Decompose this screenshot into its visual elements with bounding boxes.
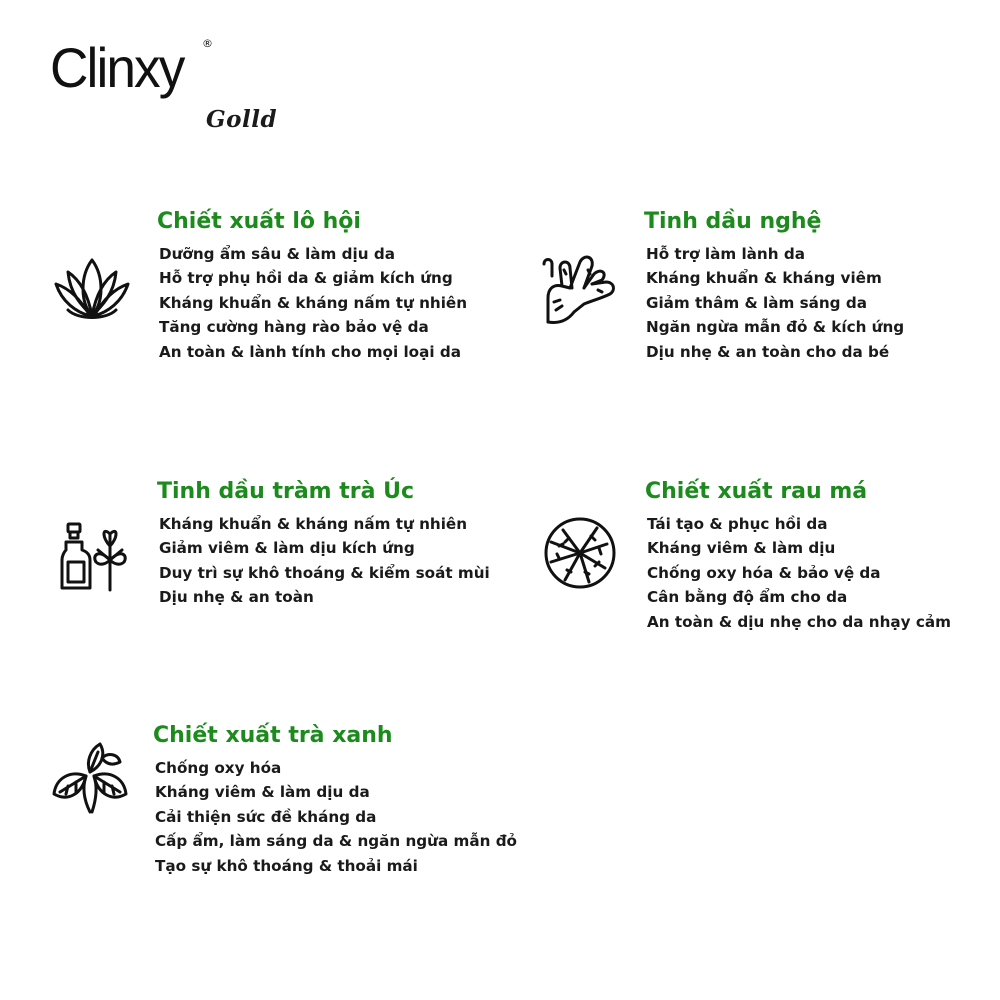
list-item: Giảm thâm & làm sáng da bbox=[646, 293, 867, 312]
feature-list bbox=[155, 756, 517, 878]
centella-leaf-icon bbox=[543, 516, 617, 590]
feature-title: Tinh dầu tràm trà Úc bbox=[157, 479, 415, 504]
list-item: Ngăn ngừa mẫn đỏ & kích ứng bbox=[646, 318, 905, 337]
list-item: Dịu nhẹ & an toàn cho da bé bbox=[646, 342, 890, 361]
list-item: Kháng khuẩn & kháng viêm bbox=[646, 269, 882, 288]
feature-title: Chiết xuất rau má bbox=[645, 479, 868, 504]
feature-title: Chiết xuất lô hội bbox=[157, 209, 361, 234]
list-item: Dưỡng ẩm sâu & làm dịu da bbox=[159, 245, 395, 263]
brand-sub: Golld bbox=[206, 106, 278, 133]
list-item: Cấp ẩm, làm sáng da & ngăn ngừa mẫn đỏ bbox=[155, 832, 517, 851]
brand-logo bbox=[50, 36, 290, 133]
feature-list bbox=[159, 242, 467, 364]
list-item: An toàn & dịu nhẹ cho da nhạy cảm bbox=[647, 612, 951, 631]
brand-name: Clinxy bbox=[50, 36, 184, 99]
feature-title: Chiết xuất trà xanh bbox=[153, 723, 393, 748]
list-item: Kháng khuẩn & kháng nấm tự nhiên bbox=[159, 293, 468, 312]
feature-title: Tinh dầu nghệ bbox=[644, 209, 822, 234]
list-item: Dịu nhẹ & an toàn bbox=[159, 588, 314, 607]
list-item: Giảm viêm & làm dịu kích ứng bbox=[159, 539, 415, 558]
list-item: Hỗ trợ làm lành da bbox=[646, 245, 805, 263]
list-item: Cải thiện sức đề kháng da bbox=[155, 807, 377, 826]
tea-tree-oil-icon bbox=[58, 520, 132, 592]
list-item: Tăng cường hàng rào bảo vệ da bbox=[159, 318, 429, 337]
list-item: Kháng viêm & làm dịu da bbox=[155, 783, 370, 802]
feature-list bbox=[646, 242, 904, 364]
list-item: Tạo sự khô thoáng & thoải mái bbox=[155, 856, 418, 875]
list-item: Kháng khuẩn & kháng nấm tự nhiên bbox=[159, 515, 468, 533]
list-item: Hỗ trợ phụ hồi da & giảm kích ứng bbox=[159, 269, 453, 288]
feature-list bbox=[159, 512, 490, 610]
list-item: An toàn & lành tính cho mọi loại da bbox=[159, 342, 461, 361]
list-item: Duy trì sự khô thoáng & kiểm soát mùi bbox=[159, 563, 490, 582]
list-item: Chống oxy hóa bbox=[155, 759, 282, 777]
list-item: Chống oxy hóa & bảo vệ da bbox=[647, 563, 881, 582]
registered-mark: ® bbox=[202, 37, 213, 50]
turmeric-root-icon bbox=[540, 248, 620, 328]
feature-list bbox=[647, 512, 951, 634]
list-item: Kháng viêm & làm dịu bbox=[647, 539, 836, 558]
list-item: Tái tạo & phục hồi da bbox=[647, 515, 828, 533]
aloe-vera-icon bbox=[52, 254, 132, 324]
list-item: Cân bằng độ ẩm cho da bbox=[647, 588, 848, 607]
green-tea-leaf-icon bbox=[50, 740, 130, 816]
